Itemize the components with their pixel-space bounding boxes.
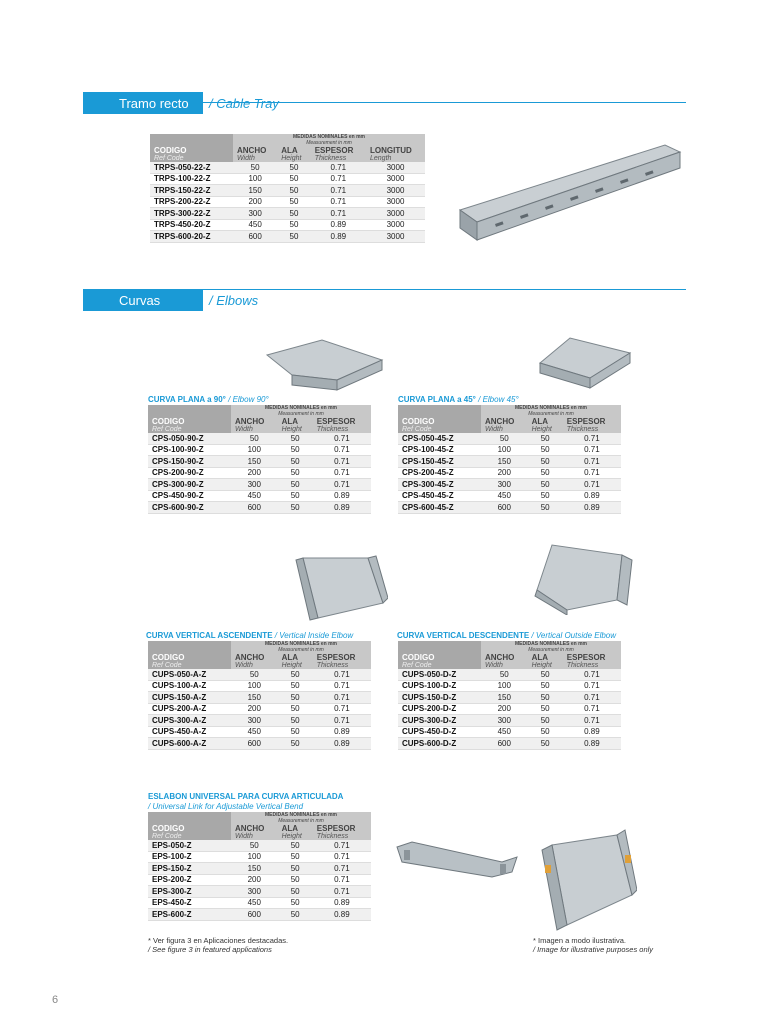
col-thickness: ESPESOR Thickness <box>563 417 621 433</box>
section-header-elbows <box>83 289 258 311</box>
col-code: CODIGO Ref Code <box>148 641 231 669</box>
cell-value: 50 <box>528 703 563 715</box>
table-row <box>150 208 425 220</box>
cell-value: 50 <box>278 490 313 502</box>
table-row <box>148 874 371 886</box>
cell-value: 150 <box>231 863 278 875</box>
table-row <box>398 692 621 704</box>
cell-value: 50 <box>231 433 278 444</box>
cell-value: 50 <box>277 196 310 208</box>
cell-code: CPS-450-45-Z <box>398 490 481 502</box>
cell-value: 450 <box>231 897 278 909</box>
cell-value: 0.71 <box>563 479 621 491</box>
cell-value: 200 <box>481 703 528 715</box>
cell-value: 0.71 <box>313 851 371 863</box>
cell-value: 50 <box>278 863 313 875</box>
table-row <box>150 231 425 243</box>
measures-header: MEDIDAS NOMINALES en mm Measurement in mm <box>481 641 621 653</box>
cell-value: 50 <box>528 433 563 444</box>
cell-value: 0.71 <box>313 886 371 898</box>
cell-value: 100 <box>231 851 278 863</box>
measures-header: MEDIDAS NOMINALES en mm Measurement in mm <box>233 134 425 146</box>
cell-code: EPS-100-Z <box>148 851 231 863</box>
cell-value: 100 <box>233 173 277 185</box>
cell-code: CPS-200-90-Z <box>148 467 231 479</box>
table-row <box>150 173 425 185</box>
cell-value: 0.71 <box>563 680 621 692</box>
table-elbow-45 <box>398 405 621 514</box>
cell-code: TRPS-150-22-Z <box>150 185 233 197</box>
cell-value: 50 <box>278 886 313 898</box>
caption-universal-link: ESLABON UNIVERSAL PARA CURVA ARTICULADA / Universal Link for Adjustable Vertical Bend <box>148 792 344 811</box>
table-row <box>398 680 621 692</box>
cell-code: TRPS-300-22-Z <box>150 208 233 220</box>
table-row <box>148 738 371 750</box>
cell-value: 3000 <box>366 196 425 208</box>
cell-code: EPS-300-Z <box>148 886 231 898</box>
col-height: ALA Height <box>278 653 313 669</box>
cell-code: TRPS-600-20-Z <box>150 231 233 243</box>
cell-code: CPS-600-45-Z <box>398 502 481 514</box>
cell-value: 50 <box>278 456 313 468</box>
measures-header: MEDIDAS NOMINALES en mm Measurement in mm <box>231 405 371 417</box>
cell-value: 50 <box>528 715 563 727</box>
col-height: ALA Height <box>528 417 563 433</box>
cell-code: CPS-050-45-Z <box>398 433 481 444</box>
table-row <box>398 479 621 491</box>
note-featured-applications: * Ver figura 3 en Aplicaciones destacadas. / See figure 3 in featured applications <box>148 936 289 954</box>
cell-value: 50 <box>528 726 563 738</box>
cell-value: 50 <box>481 433 528 444</box>
table-cable-tray <box>150 134 425 243</box>
table-vertical-outside-elbow <box>398 641 621 750</box>
elbow-45-image <box>530 333 640 393</box>
cell-value: 50 <box>528 444 563 456</box>
cell-value: 0.89 <box>311 219 366 231</box>
cell-value: 50 <box>278 502 313 514</box>
cell-value: 100 <box>481 680 528 692</box>
cell-value: 50 <box>231 669 278 680</box>
cell-value: 450 <box>233 219 277 231</box>
cell-value: 300 <box>231 886 278 898</box>
cell-code: TRPS-450-20-Z <box>150 219 233 231</box>
table-row <box>150 196 425 208</box>
table-vertical-inside-elbow <box>148 641 371 750</box>
table-row <box>148 897 371 909</box>
page-number: 6 <box>52 994 59 1006</box>
cell-value: 0.89 <box>563 738 621 750</box>
cell-value: 0.71 <box>313 874 371 886</box>
cell-code: CPS-150-90-Z <box>148 456 231 468</box>
cell-value: 600 <box>481 738 528 750</box>
col-thickness: ESPESOR Thickness <box>563 653 621 669</box>
cable-tray-image <box>455 140 685 250</box>
table-row <box>148 851 371 863</box>
table-row <box>398 738 621 750</box>
table-row <box>150 185 425 197</box>
cell-value: 450 <box>231 726 278 738</box>
table-row <box>148 456 371 468</box>
col-thickness: ESPESOR Thickness <box>313 653 371 669</box>
cell-value: 0.71 <box>311 196 366 208</box>
cell-value: 50 <box>277 208 310 220</box>
cell-value: 50 <box>277 185 310 197</box>
cell-value: 0.71 <box>313 456 371 468</box>
cell-value: 50 <box>528 467 563 479</box>
col-thickness: ESPESOR Thickness <box>313 417 371 433</box>
cell-value: 0.71 <box>313 840 371 851</box>
cell-value: 50 <box>278 433 313 444</box>
cell-value: 50 <box>528 680 563 692</box>
cell-value: 300 <box>481 715 528 727</box>
cell-value: 0.89 <box>313 502 371 514</box>
elbow-90-image <box>262 335 392 395</box>
table-row <box>148 479 371 491</box>
cell-code: EPS-200-Z <box>148 874 231 886</box>
cell-value: 200 <box>231 874 278 886</box>
measures-header: MEDIDAS NOMINALES en mm Measurement in mm <box>231 812 371 824</box>
cell-value: 0.71 <box>563 456 621 468</box>
cell-value: 50 <box>278 738 313 750</box>
cell-value: 50 <box>278 897 313 909</box>
table-row <box>148 863 371 875</box>
cell-value: 50 <box>278 692 313 704</box>
cell-value: 0.71 <box>313 467 371 479</box>
table-row <box>150 219 425 231</box>
section-header-tray <box>83 92 279 114</box>
table-row <box>148 692 371 704</box>
cell-value: 0.71 <box>311 173 366 185</box>
cell-value: 0.71 <box>563 444 621 456</box>
cell-value: 0.71 <box>563 703 621 715</box>
cell-code: CUPS-200-A-Z <box>148 703 231 715</box>
cell-value: 3000 <box>366 219 425 231</box>
cell-value: 50 <box>278 467 313 479</box>
cell-value: 450 <box>481 490 528 502</box>
cell-value: 0.89 <box>313 897 371 909</box>
cell-code: CPS-600-90-Z <box>148 502 231 514</box>
cell-code: CUPS-450-D-Z <box>398 726 481 738</box>
cell-value: 50 <box>278 851 313 863</box>
cell-value: 50 <box>278 703 313 715</box>
cell-value: 0.89 <box>311 231 366 243</box>
cell-code: CUPS-150-D-Z <box>398 692 481 704</box>
table-row <box>398 433 621 444</box>
table-row <box>398 502 621 514</box>
section-title-elbows: Curvas <box>83 289 203 311</box>
cell-value: 150 <box>481 456 528 468</box>
col-thickness: ESPESOR Thickness <box>313 824 371 840</box>
cell-value: 0.71 <box>563 692 621 704</box>
vertical-inside-elbow-image <box>288 548 388 623</box>
cell-value: 450 <box>481 726 528 738</box>
cell-value: 450 <box>231 490 278 502</box>
cell-value: 0.71 <box>313 692 371 704</box>
cell-value: 150 <box>481 692 528 704</box>
col-width: ANCHO Width <box>231 417 278 433</box>
cell-code: CPS-050-90-Z <box>148 433 231 444</box>
cell-value: 0.71 <box>563 715 621 727</box>
cell-value: 50 <box>528 738 563 750</box>
cell-value: 50 <box>278 909 313 921</box>
note-illustrative: * Imagen a modo ilustrativa. / Image for illustrative purposes only <box>533 936 654 954</box>
cell-code: CPS-300-90-Z <box>148 479 231 491</box>
cell-code: CPS-300-45-Z <box>398 479 481 491</box>
cell-value: 100 <box>231 680 278 692</box>
table-row <box>148 467 371 479</box>
caption-vertical-outside: CURVA VERTICAL DESCENDENTE / Vertical Outside Elbow <box>397 631 617 640</box>
cell-code: CPS-150-45-Z <box>398 456 481 468</box>
cell-value: 150 <box>231 692 278 704</box>
cell-value: 300 <box>481 479 528 491</box>
cell-value: 50 <box>231 840 278 851</box>
cell-value: 0.71 <box>311 208 366 220</box>
cell-code: TRPS-050-22-Z <box>150 162 233 173</box>
table-row <box>148 909 371 921</box>
section-subtitle-elbows: / Elbows <box>209 292 259 308</box>
cell-value: 600 <box>231 738 278 750</box>
cell-value: 3000 <box>366 173 425 185</box>
cell-value: 600 <box>231 502 278 514</box>
cell-code: CUPS-300-A-Z <box>148 715 231 727</box>
cell-value: 0.71 <box>313 433 371 444</box>
col-height: ALA Height <box>278 824 313 840</box>
table-row <box>148 840 371 851</box>
cell-value: 50 <box>278 726 313 738</box>
col-length: LONGITUD Length <box>366 146 425 162</box>
table-row <box>398 669 621 680</box>
cell-value: 3000 <box>366 231 425 243</box>
caption-vertical-inside: CURVA VERTICAL ASCENDENTE / Vertical Inside Elbow <box>146 631 354 640</box>
cell-value: 0.71 <box>313 680 371 692</box>
cell-value: 150 <box>233 185 277 197</box>
cell-value: 0.71 <box>563 467 621 479</box>
cell-value: 0.89 <box>563 490 621 502</box>
cell-value: 3000 <box>366 162 425 173</box>
cell-code: EPS-450-Z <box>148 897 231 909</box>
cell-value: 0.71 <box>311 162 366 173</box>
cell-value: 0.89 <box>313 726 371 738</box>
cell-value: 200 <box>233 196 277 208</box>
col-code: CODIGO Ref Code <box>150 134 233 162</box>
caption-elbow-45: CURVA PLANA a 45° / Elbow 45° <box>398 395 519 404</box>
cell-value: 50 <box>277 162 310 173</box>
cell-value: 150 <box>231 456 278 468</box>
table-row <box>148 726 371 738</box>
table-row <box>148 680 371 692</box>
cell-value: 50 <box>278 715 313 727</box>
cell-value: 600 <box>481 502 528 514</box>
cell-value: 50 <box>528 502 563 514</box>
col-code: CODIGO Ref Code <box>398 641 481 669</box>
cell-value: 100 <box>481 444 528 456</box>
cell-value: 50 <box>278 669 313 680</box>
measures-header: MEDIDAS NOMINALES en mm Measurement in mm <box>481 405 621 417</box>
cell-value: 0.89 <box>563 502 621 514</box>
col-code: CODIGO Ref Code <box>148 405 231 433</box>
measures-header: MEDIDAS NOMINALES en mm Measurement in mm <box>231 641 371 653</box>
section-title-tray: Tramo recto <box>83 92 203 114</box>
section-subtitle-tray: / Cable Tray <box>209 95 279 111</box>
table-row <box>398 715 621 727</box>
cell-code: CUPS-200-D-Z <box>398 703 481 715</box>
cell-value: 50 <box>528 479 563 491</box>
col-width: ANCHO Width <box>481 417 528 433</box>
col-height: ALA Height <box>528 653 563 669</box>
cell-code: CPS-100-45-Z <box>398 444 481 456</box>
cell-value: 600 <box>231 909 278 921</box>
cell-code: EPS-600-Z <box>148 909 231 921</box>
table-row <box>148 433 371 444</box>
col-width: ANCHO Width <box>231 824 278 840</box>
cell-value: 0.89 <box>313 490 371 502</box>
cell-value: 50 <box>278 479 313 491</box>
table-row <box>148 444 371 456</box>
cell-code: CUPS-600-A-Z <box>148 738 231 750</box>
cell-value: 3000 <box>366 208 425 220</box>
cell-value: 0.71 <box>313 863 371 875</box>
cell-value: 300 <box>233 208 277 220</box>
vertical-outside-elbow-image <box>527 540 637 615</box>
cell-value: 50 <box>528 490 563 502</box>
cell-value: 100 <box>231 444 278 456</box>
table-universal-link <box>148 812 371 921</box>
table-row <box>148 703 371 715</box>
cell-code: CPS-450-90-Z <box>148 490 231 502</box>
cell-value: 0.71 <box>313 444 371 456</box>
cell-code: CUPS-450-A-Z <box>148 726 231 738</box>
table-row <box>148 502 371 514</box>
articulated-bend-image <box>537 825 637 935</box>
cell-code: CPS-200-45-Z <box>398 467 481 479</box>
cell-value: 0.89 <box>313 738 371 750</box>
col-width: ANCHO Width <box>231 653 278 669</box>
col-width: ANCHO Width <box>233 146 277 162</box>
cell-value: 50 <box>528 669 563 680</box>
cell-value: 0.71 <box>313 703 371 715</box>
cell-code: EPS-050-Z <box>148 840 231 851</box>
table-row <box>148 715 371 727</box>
universal-link-image <box>392 832 522 887</box>
caption-elbow-90: CURVA PLANA a 90° / Elbow 90° <box>148 395 269 404</box>
cell-value: 0.71 <box>563 433 621 444</box>
cell-value: 0.71 <box>313 669 371 680</box>
cell-value: 50 <box>233 162 277 173</box>
table-row <box>148 669 371 680</box>
cell-value: 50 <box>278 680 313 692</box>
cell-code: CUPS-050-A-Z <box>148 669 231 680</box>
col-height: ALA Height <box>277 146 310 162</box>
cell-value: 0.71 <box>563 669 621 680</box>
cell-value: 50 <box>278 840 313 851</box>
cell-value: 50 <box>528 456 563 468</box>
cell-value: 50 <box>278 874 313 886</box>
table-row <box>398 490 621 502</box>
cell-code: TRPS-200-22-Z <box>150 196 233 208</box>
cell-value: 50 <box>278 444 313 456</box>
cell-value: 50 <box>277 219 310 231</box>
cell-value: 50 <box>277 231 310 243</box>
cell-value: 50 <box>277 173 310 185</box>
cell-value: 50 <box>481 669 528 680</box>
cell-code: CPS-100-90-Z <box>148 444 231 456</box>
cell-code: CUPS-100-D-Z <box>398 680 481 692</box>
cell-code: CUPS-600-D-Z <box>398 738 481 750</box>
cell-value: 0.89 <box>563 726 621 738</box>
cell-code: CUPS-100-A-Z <box>148 680 231 692</box>
col-code: CODIGO Ref Code <box>148 812 231 840</box>
cell-value: 600 <box>233 231 277 243</box>
cell-code: CUPS-150-A-Z <box>148 692 231 704</box>
cell-value: 200 <box>231 703 278 715</box>
table-row <box>148 490 371 502</box>
col-thickness: ESPESOR Thickness <box>311 146 366 162</box>
cell-value: 0.71 <box>313 479 371 491</box>
cell-code: EPS-150-Z <box>148 863 231 875</box>
table-row <box>398 444 621 456</box>
cell-value: 0.71 <box>311 185 366 197</box>
cell-value: 200 <box>481 467 528 479</box>
cell-value: 50 <box>528 692 563 704</box>
table-row <box>398 726 621 738</box>
cell-value: 3000 <box>366 185 425 197</box>
cell-value: 300 <box>231 479 278 491</box>
table-row <box>398 456 621 468</box>
table-row <box>398 467 621 479</box>
table-row <box>150 162 425 173</box>
table-row <box>148 886 371 898</box>
cell-code: TRPS-100-22-Z <box>150 173 233 185</box>
cell-value: 0.89 <box>313 909 371 921</box>
table-elbow-90 <box>148 405 371 514</box>
cell-value: 200 <box>231 467 278 479</box>
col-code: CODIGO Ref Code <box>398 405 481 433</box>
cell-code: CUPS-050-D-Z <box>398 669 481 680</box>
cell-value: 0.71 <box>313 715 371 727</box>
col-height: ALA Height <box>278 417 313 433</box>
table-row <box>398 703 621 715</box>
cell-value: 300 <box>231 715 278 727</box>
col-width: ANCHO Width <box>481 653 528 669</box>
cell-code: CUPS-300-D-Z <box>398 715 481 727</box>
